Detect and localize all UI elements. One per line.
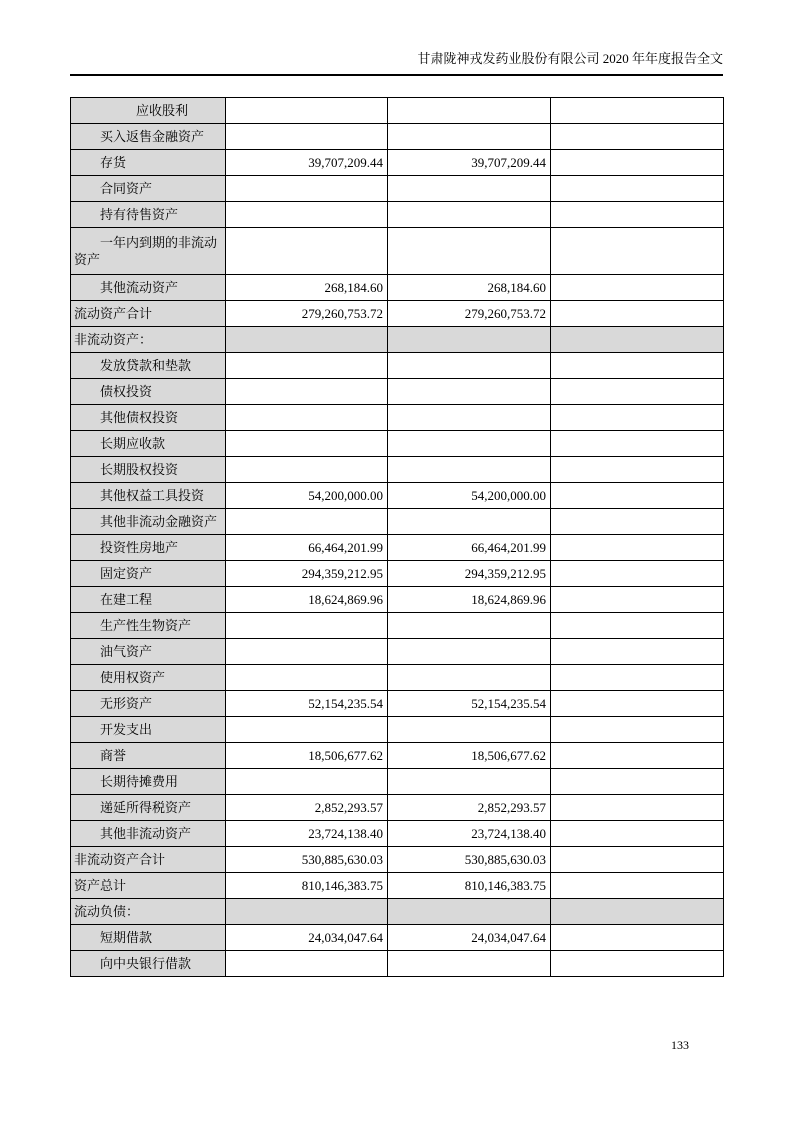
row-label: 固定资产 [71, 561, 226, 587]
cell-value-3 [551, 847, 724, 873]
row-label: 合同资产 [71, 176, 226, 202]
cell-value-1: 66,464,201.99 [226, 535, 388, 561]
row-label: 递延所得税资产 [71, 795, 226, 821]
table-row [71, 717, 724, 743]
row-label: 其他权益工具投资 [71, 483, 226, 509]
cell-value-2 [388, 457, 551, 483]
row-label: 非流动资产： [71, 327, 226, 353]
table-row [71, 743, 724, 769]
cell-value-2 [388, 717, 551, 743]
row-label: 油气资产 [71, 639, 226, 665]
balance-sheet-body [71, 98, 724, 977]
cell-value-2 [388, 431, 551, 457]
cell-value-2: 39,707,209.44 [388, 150, 551, 176]
cell-value-2: 23,724,138.40 [388, 821, 551, 847]
table-row [71, 483, 724, 509]
table-row [71, 379, 724, 405]
cell-value-1 [226, 639, 388, 665]
row-label: 短期借款 [71, 925, 226, 951]
row-label: 一年内到期的非流动资产 [71, 228, 226, 275]
cell-value-1 [226, 124, 388, 150]
cell-value-2 [388, 951, 551, 977]
row-label: 发放贷款和垫款 [71, 353, 226, 379]
cell-value-2: 810,146,383.75 [388, 873, 551, 899]
cell-value-2: 530,885,630.03 [388, 847, 551, 873]
cell-value-2 [388, 353, 551, 379]
cell-value-3 [551, 202, 724, 228]
cell-value-3 [551, 98, 724, 124]
cell-value-1 [226, 353, 388, 379]
cell-value-3 [551, 665, 724, 691]
row-label: 无形资产 [71, 691, 226, 717]
cell-value-1 [226, 431, 388, 457]
cell-value-3 [551, 535, 724, 561]
cell-value-1 [226, 717, 388, 743]
table-row [71, 457, 724, 483]
row-label: 债权投资 [71, 379, 226, 405]
cell-value-3 [551, 176, 724, 202]
cell-value-3 [551, 769, 724, 795]
table-row [71, 353, 724, 379]
cell-value-1: 18,624,869.96 [226, 587, 388, 613]
row-label: 长期股权投资 [71, 457, 226, 483]
cell-value-2 [388, 639, 551, 665]
cell-value-3 [551, 639, 724, 665]
row-label: 商誉 [71, 743, 226, 769]
cell-value-3 [551, 691, 724, 717]
table-row [71, 124, 724, 150]
cell-value-3 [551, 717, 724, 743]
cell-value-2: 18,506,677.62 [388, 743, 551, 769]
table-row [71, 587, 724, 613]
cell-value-2: 268,184.60 [388, 275, 551, 301]
cell-value-1: 530,885,630.03 [226, 847, 388, 873]
cell-value-1: 23,724,138.40 [226, 821, 388, 847]
cell-value-1: 24,034,047.64 [226, 925, 388, 951]
cell-value-3 [551, 379, 724, 405]
cell-value-2: 52,154,235.54 [388, 691, 551, 717]
table-row [71, 951, 724, 977]
cell-value-1 [226, 202, 388, 228]
table-row [71, 873, 724, 899]
table-row [71, 535, 724, 561]
cell-value-1: 2,852,293.57 [226, 795, 388, 821]
cell-value-1 [226, 899, 388, 925]
cell-value-2: 279,260,753.72 [388, 301, 551, 327]
cell-value-3 [551, 561, 724, 587]
table-row [71, 691, 724, 717]
cell-value-3 [551, 873, 724, 899]
row-label: 开发支出 [71, 717, 226, 743]
cell-value-2 [388, 613, 551, 639]
row-label: 在建工程 [71, 587, 226, 613]
table-row [71, 509, 724, 535]
cell-value-3 [551, 405, 724, 431]
cell-value-3 [551, 743, 724, 769]
cell-value-2 [388, 124, 551, 150]
cell-value-2 [388, 899, 551, 925]
row-label: 生产性生物资产 [71, 613, 226, 639]
cell-value-1 [226, 327, 388, 353]
cell-value-1 [226, 228, 388, 275]
cell-value-1 [226, 613, 388, 639]
row-label: 应收股利 [71, 98, 226, 124]
cell-value-2: 66,464,201.99 [388, 535, 551, 561]
cell-value-1: 39,707,209.44 [226, 150, 388, 176]
row-label: 其他流动资产 [71, 275, 226, 301]
row-label: 其他债权投资 [71, 405, 226, 431]
row-label: 流动资产合计 [71, 301, 226, 327]
cell-value-2 [388, 509, 551, 535]
cell-value-3 [551, 457, 724, 483]
table-row [71, 150, 724, 176]
cell-value-3 [551, 509, 724, 535]
table-row [71, 847, 724, 873]
balance-sheet-table [70, 97, 724, 977]
cell-value-3 [551, 925, 724, 951]
cell-value-1 [226, 509, 388, 535]
row-label: 向中央银行借款 [71, 951, 226, 977]
cell-value-2: 2,852,293.57 [388, 795, 551, 821]
cell-value-2 [388, 769, 551, 795]
cell-value-1 [226, 405, 388, 431]
cell-value-1 [226, 665, 388, 691]
row-label: 长期应收款 [71, 431, 226, 457]
cell-value-3 [551, 327, 724, 353]
table-row [71, 202, 724, 228]
cell-value-2: 54,200,000.00 [388, 483, 551, 509]
table-row [71, 821, 724, 847]
table-row [71, 405, 724, 431]
cell-value-3 [551, 353, 724, 379]
section-row [71, 327, 724, 353]
table-row [71, 795, 724, 821]
row-label: 流动负债： [71, 899, 226, 925]
cell-value-3 [551, 150, 724, 176]
cell-value-1: 810,146,383.75 [226, 873, 388, 899]
cell-value-2: 294,359,212.95 [388, 561, 551, 587]
cell-value-2 [388, 98, 551, 124]
table-row [71, 228, 724, 275]
cell-value-1: 54,200,000.00 [226, 483, 388, 509]
cell-value-2: 24,034,047.64 [388, 925, 551, 951]
cell-value-1: 294,359,212.95 [226, 561, 388, 587]
cell-value-2: 18,624,869.96 [388, 587, 551, 613]
table-row [71, 301, 724, 327]
cell-value-1 [226, 176, 388, 202]
row-label: 非流动资产合计 [71, 847, 226, 873]
cell-value-3 [551, 795, 724, 821]
row-label: 持有待售资产 [71, 202, 226, 228]
row-label: 使用权资产 [71, 665, 226, 691]
row-label: 其他非流动金融资产 [71, 509, 226, 535]
row-label: 资产总计 [71, 873, 226, 899]
cell-value-3 [551, 821, 724, 847]
row-label: 投资性房地产 [71, 535, 226, 561]
row-label: 长期待摊费用 [71, 769, 226, 795]
table-row [71, 561, 724, 587]
cell-value-2 [388, 327, 551, 353]
cell-value-2 [388, 176, 551, 202]
page-number: 133 [671, 1038, 689, 1052]
page-header-title: 甘肃陇神戎发药业股份有限公司 2020 年年度报告全文 [70, 50, 723, 76]
cell-value-2 [388, 379, 551, 405]
table-row [71, 176, 724, 202]
cell-value-1 [226, 98, 388, 124]
cell-value-3 [551, 275, 724, 301]
cell-value-1 [226, 379, 388, 405]
cell-value-3 [551, 587, 724, 613]
cell-value-1: 279,260,753.72 [226, 301, 388, 327]
table-row [71, 98, 724, 124]
cell-value-3 [551, 431, 724, 457]
cell-value-3 [551, 124, 724, 150]
table-row [71, 769, 724, 795]
table-row [71, 665, 724, 691]
cell-value-1: 268,184.60 [226, 275, 388, 301]
row-label: 存货 [71, 150, 226, 176]
cell-value-3 [551, 301, 724, 327]
cell-value-3 [551, 951, 724, 977]
cell-value-2 [388, 665, 551, 691]
cell-value-2 [388, 228, 551, 275]
cell-value-1: 52,154,235.54 [226, 691, 388, 717]
table-row [71, 639, 724, 665]
cell-value-1: 18,506,677.62 [226, 743, 388, 769]
table-row [71, 925, 724, 951]
table-row [71, 431, 724, 457]
table-row [71, 275, 724, 301]
cell-value-3 [551, 228, 724, 275]
cell-value-2 [388, 202, 551, 228]
cell-value-1 [226, 457, 388, 483]
row-label: 买入返售金融资产 [71, 124, 226, 150]
cell-value-1 [226, 769, 388, 795]
cell-value-3 [551, 899, 724, 925]
cell-value-3 [551, 483, 724, 509]
cell-value-3 [551, 613, 724, 639]
cell-value-2 [388, 405, 551, 431]
cell-value-1 [226, 951, 388, 977]
section-row [71, 899, 724, 925]
table-row [71, 613, 724, 639]
row-label: 其他非流动资产 [71, 821, 226, 847]
